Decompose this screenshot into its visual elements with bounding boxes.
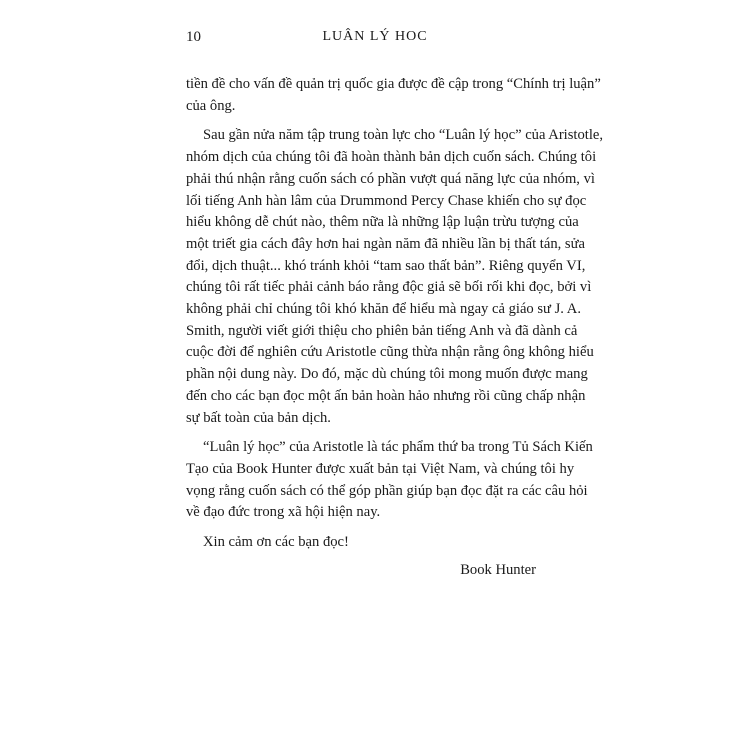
text-line: Tạo của Book Hunter được xuất bản tại Việt Nam, và chúng tôi hy (186, 460, 575, 477)
text-line: không phải chỉ chúng tôi khó khăn để hiểu mà ngay cả giáo sư J. A. (186, 301, 581, 318)
text-line: phải thú nhận rằng cuốn sách có phần vượt quá năng lực của nhóm, vì (186, 170, 595, 187)
text-line: sự bất toàn của bản dịch. (186, 409, 331, 426)
text-line: Sau gần nửa năm tập trung toàn lực cho “Luân lý học” của Aristotle, (203, 127, 604, 144)
text-line: phần nội dung này. Do đó, mặc dù chúng tôi mong muốn được mang (186, 366, 588, 383)
text-line: của ông. (186, 97, 236, 114)
paragraph-4 (186, 532, 564, 554)
text-line: tiền đề cho vấn đề quản trị quốc gia được đề cập trong “Chính trị luận” (186, 76, 601, 92)
text-line: đổi, dịch thuật... khó tránh khỏi “tam sao thất bản”. Riêng quyển VI, (186, 257, 586, 274)
text-line: đến cho các bạn đọc một ấn bản hoàn hảo nhưng rồi cũng chấp nhận (186, 387, 586, 404)
page-number: 10 (186, 29, 201, 45)
text-line: chúng tôi rất tiếc phải cảnh báo rằng độc giả sẽ bối rối khi đọc, bởi vì (186, 279, 592, 296)
text-line: nhóm dịch của chúng tôi đã hoàn thành bản dịch cuốn sách. Chúng tôi (186, 149, 597, 166)
text-line: về đạo đức trong xã hội hiện nay. (186, 504, 381, 521)
text-line: một triết gia cách đây hơn hai ngàn năm đã nhiều lần bị thất tán, sửa (186, 235, 585, 252)
body-text (186, 74, 604, 581)
signature: Book Hunter (460, 561, 536, 578)
text-line: hiểu không dễ chút nào, thêm nữa là những lập luận trừu tượng của (186, 214, 579, 231)
text-line: lối tiếng Anh hàn lâm của Drummond Percy Chase khiến cho sự đọc (186, 192, 587, 209)
paragraph-1 (186, 74, 601, 117)
running-title: LUÂN LÝ HOC (322, 29, 428, 44)
text-line: “Luân lý học” của Aristotle là tác phẩm thứ ba trong Tủ Sách Kiến (203, 439, 593, 456)
paragraph-3 (186, 437, 593, 524)
text-line: vọng rằng cuốn sách có thể góp phần giúp bạn đọc đặt ra các câu hỏi (186, 482, 588, 499)
paragraph-2 (186, 125, 604, 429)
text-line: Smith, người viết giới thiệu cho phiên bản tiếng Anh và đã dành cả (186, 322, 578, 339)
text-line: cuộc đời để nghiên cứu Aristotle cũng thừa nhận rằng ông không hiểu (186, 344, 594, 361)
text-line: Xin cảm ơn các bạn đọc! (203, 534, 349, 551)
